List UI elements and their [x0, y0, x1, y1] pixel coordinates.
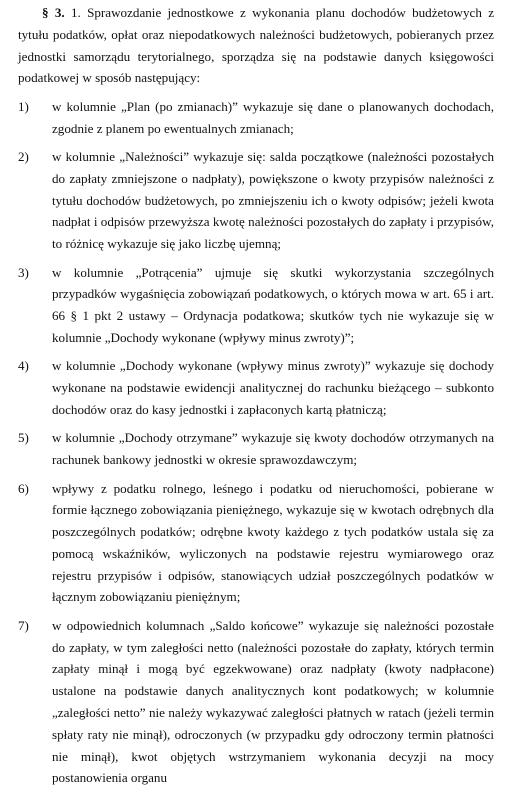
item-number: 3) [18, 264, 29, 280]
item-text: w kolumnie „Dochody wykonane (wpływy minus zwroty)” wykazuje się dochody wykonane na podstawie ewidencji analitycznej do rachunku bieżącego – subkonto dochodów oraz do kasy jednostki i zapłaconych kartą płatniczą; [52, 358, 494, 417]
item-number: 2) [18, 148, 29, 164]
intro-text: 1. Sprawozdanie jednostkowe z wykonania planu dochodów budżetowych z tytułu podatków, opłat oraz niepodatkowych należności budżetowych, pobieranych przez jednostki samorządu terytorialnego, sporządza się na podstawie danych księgowości podatkowej w sposób następujący: [18, 5, 495, 86]
item-text: w kolumnie „Należności” wykazuje się: salda początkowe (należności pozostałych do zapłaty zmniejszone o nadpłaty), powiększone o kwoty przypisów należności z tytułu dochodów budżetowych, po zmniejszeniu ich o kwoty odpisów; jeżeli kwota nadpłat i odpisów przewyższa kwotę należności pozostałych do zapłaty i przypisów, to różnicę wykazuje się jako liczbę ujemną; [52, 148, 494, 252]
list-item [18, 262, 494, 349]
item-text: w kolumnie „Dochody otrzymane” wykazuje się kwoty dochodów otrzymanych na rachunek bankowy jednostki w okresie sprawozdawczym; [52, 430, 494, 468]
item-number: 4) [18, 358, 29, 374]
item-text: wpływy z podatku rolnego, leśnego i podatku od nieruchomości, pobierane w formie łącznego zobowiązania pieniężnego, wykazuje się w kwotach odrębnych dla poszczególnych podatków; odrębne kwoty każdego z tych podatków ustala się za pomocą wskaźników, wyliczonych na podstawie rejestru wymiarowego oraz rejestru przypisów i odpisów, stanowiących udział poszczególnych podatków w łącznym zobowiązaniu pieniężnym; [52, 480, 494, 605]
list-item [18, 427, 494, 471]
list-item [18, 615, 494, 789]
item-number: 6) [18, 480, 29, 496]
item-list [18, 96, 494, 789]
list-item [18, 146, 494, 255]
list-item [18, 96, 494, 140]
list-item [18, 478, 494, 609]
item-number: 5) [18, 430, 29, 446]
intro-paragraph [18, 2, 494, 89]
list-item [18, 355, 494, 420]
item-number: 7) [18, 617, 29, 633]
item-text: w odpowiednich kolumnach „Saldo końcowe” wykazuje się należności pozostałe do zapłaty, w tym zaległości netto (należności pozostałe do zapłaty, których termin zapłaty minął i mogą być egzekwowane) oraz nadpłaty (kwoty nadpłacone) ustalone na podstawie danych analitycznych kont podatkowych; w kolumnie „zaległości netto” nie należy wykazywać zaległości płatnych w ratach (jeżeli termin spłaty raty nie minął), odroczonych (w przypadku gdy odroczony termin płatności nie minął), kwot objętych wstrzymaniem wykonania decyzji na mocy postanowienia organu [52, 617, 494, 786]
item-text: w kolumnie „Potrącenia” ujmuje się skutki wykorzystania szczególnych przypadków wygaśnięcia zobowiązań podatkowych, o których mowa w art. 65 i art. 66 § 1 pkt 2 ustawy – Ordynacja podatkowa; skutków tych nie wykazuje się w kolumnie „Dochody wykonane (wpływy minus zwroty)”; [52, 264, 494, 345]
item-number: 1) [18, 98, 29, 114]
section-mark: § 3. [42, 5, 65, 20]
item-text: w kolumnie „Plan (po zmianach)” wykazuje się dane o planowanych dochodach, zgodnie z planem po ewentualnych zmianach; [52, 98, 494, 136]
